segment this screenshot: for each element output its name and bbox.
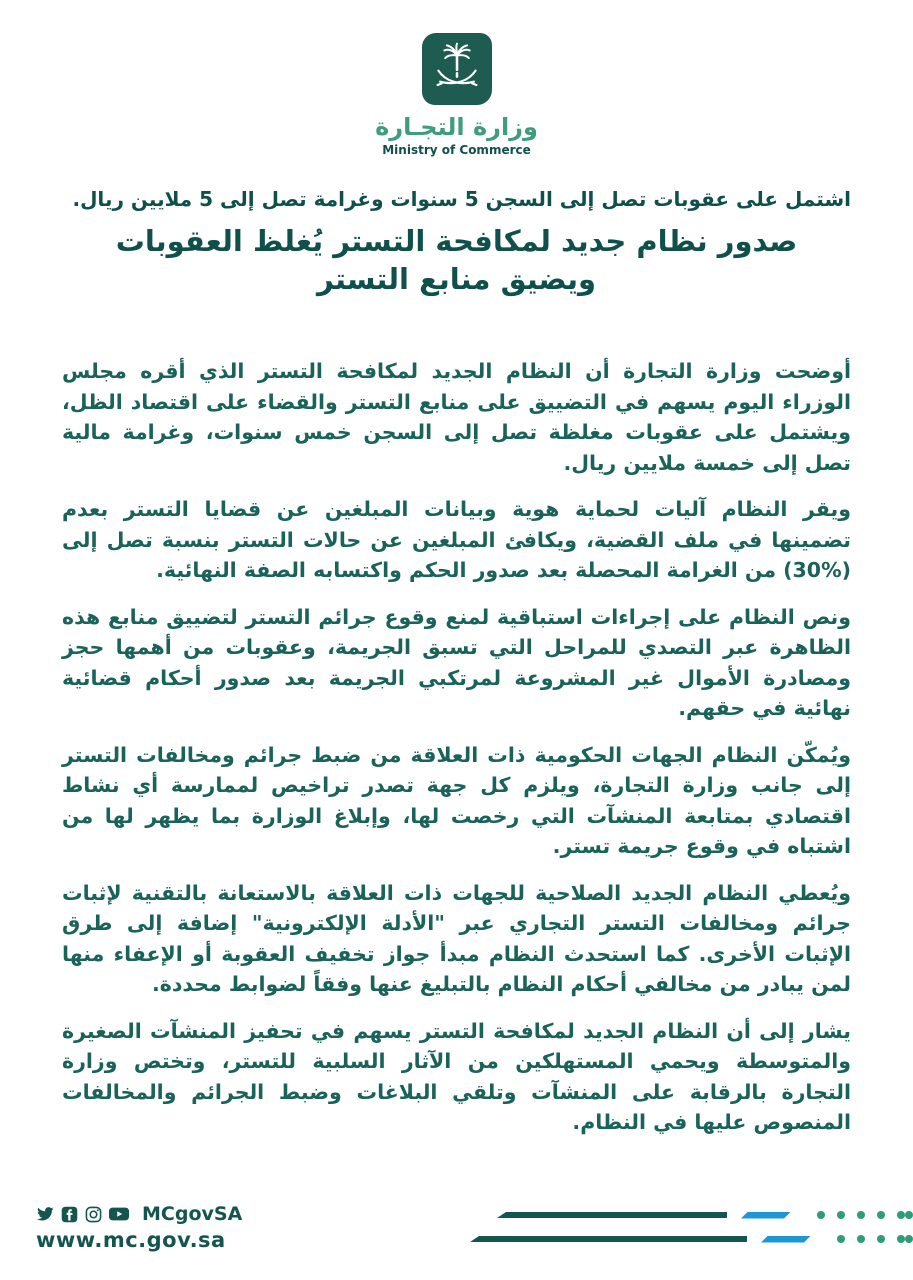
paragraph: ونص النظام على إجراءات استباقية لمنع وقوع جرائم التستر لتضييق منابع هذه الظاهرة عبر التصدي للمراحل التي تسبق الجريمة، وعقوبات من أهمها حجز ومصادرة الأموال غير المشروعة لمرتكبي الجريمة بعد صدور أحكام قضائية نهائية في حقهم. [62,604,851,721]
decoration-row-bottom [470,1235,913,1243]
dot [897,1211,905,1219]
article-title [62,223,851,298]
green-rule-line [497,1212,727,1218]
dot [817,1211,825,1219]
dot [897,1235,905,1243]
dot [905,1211,913,1219]
header [0,0,913,157]
saudi-emblem-icon [422,33,492,105]
dot [877,1211,885,1219]
ministry-wordmark-english: Ministry of Commerce [382,143,531,157]
dot [837,1235,845,1243]
instagram-icon [85,1206,102,1223]
paragraph: ويُمكّن النظام الجهات الحكومية ذات العلاقة من ضبط جرائم ومخالفات التستر إلى جانب وزارة التجارة، ويلزم كل جهة تصدر تراخيص لممارسة أي نشاط اقتصادي بمتابعة المنشآت التي رخصت لها، وإبلاغ الوزارة بما يظهر لها من اشتباه في وقوع جريمة تستر. [62,742,851,859]
social-row [36,1203,242,1225]
kicker-line: اشتمل على عقوبات تصل إلى السجن 5 سنوات وغرامة تصل إلى 5 ملايين ريال. [72,187,851,211]
dot [877,1235,885,1243]
footer [36,1203,242,1252]
dot [857,1235,865,1243]
paragraph: يشار إلى أن النظام الجديد لمكافحة التستر يسهم في تحفيز المنشآت الصغيرة والمتوسطة ويحمي المستهلكين من الآثار السلبية للتستر، وتختص وزارة التجارة بالرقابة على المنشآت وتلقي البلاغات وضبط الجرائم والمخالفات المنصوص عليها في النظام. [62,1018,851,1135]
decoration-row-top [497,1211,913,1219]
article [62,185,851,1138]
facebook-icon [61,1206,78,1223]
dot [905,1235,913,1243]
social-handle: MCgovSA [142,1203,243,1225]
article-body [62,356,851,1138]
website-url: www.mc.gov.sa [36,1228,226,1252]
green-rule-line [470,1236,747,1242]
paragraph: ويقر النظام آليات لحماية هوية وبيانات المبلغين عن قضايا التستر بعدم تضمينها في ملف القضية، ويكافئ المبلغين عن حالات التستر بنسبة تصل إلى (%30) من الغرامة المحصلة بعد صدور الحكم واكتسابه الصفة النهائية. [62,497,851,583]
twitter-icon [36,1205,54,1223]
blue-accent-bar [761,1236,811,1243]
blue-accent-bar [741,1212,791,1219]
title-line-2: ويضيق منابع التستر [316,261,597,296]
dot [857,1211,865,1219]
paragraph: ويُعطي النظام الجديد الصلاحية للجهات ذات العلاقة بالاستعانة بالتقنية لإثبات جرائم ومخالفات التستر التجاري عبر "الأدلة الإلكترونية" إضافة إلى طرق الإثبات الأخرى. كما استحدث النظام مبدأ جواز تخفيف العقوبة أو الإعفاء منها لمن يبادر من مخالفي أحكام النظام بالتبليغ عنها وفقاً لضوابط محددة. [62,880,851,997]
paragraph: أوضحت وزارة التجارة أن النظام الجديد لمكافحة التستر الذي أقره مجلس الوزراء اليوم يسهم في التضييق على منابع التستر والقضاء على اقتصاد الظل، ويشتمل على عقوبات مغلظة تصل إلى السجن خمس سنوات، وغرامة مالية تصل إلى خمسة ملايين ريال. [62,359,851,475]
dot [837,1211,845,1219]
title-line-1: صدور نظام جديد لمكافحة التستر يُغلظ العقوبات [115,224,798,258]
ministry-wordmark-arabic: وزارة التجـارة [375,113,538,141]
youtube-icon [109,1206,129,1222]
